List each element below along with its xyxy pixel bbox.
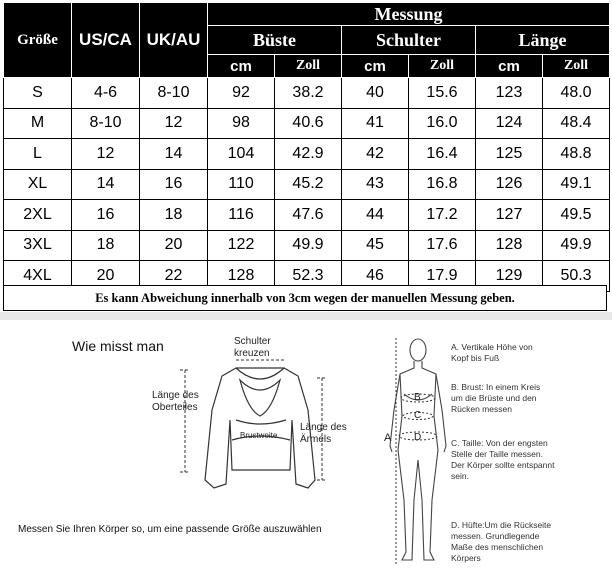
table-row bbox=[4, 78, 610, 109]
header-measurement: Messung bbox=[208, 3, 610, 26]
description-b-line-1: B. Brust: In einem Kreis bbox=[451, 382, 541, 392]
guide-title: Wie misst man bbox=[72, 338, 164, 354]
table-cell-len-in: 48.4 bbox=[543, 108, 610, 139]
table-cell-uk: 18 bbox=[140, 200, 208, 231]
table-row bbox=[4, 139, 610, 170]
table-cell-us: 14 bbox=[72, 169, 140, 200]
table-cell-sh-in: 15.6 bbox=[409, 78, 476, 109]
table-cell-size: 3XL bbox=[4, 230, 72, 261]
description-d-line-1: D. Hüfte:Um die Rückseite bbox=[451, 520, 552, 530]
table-cell-size: M bbox=[4, 108, 72, 139]
letter-b: B bbox=[414, 392, 421, 403]
table-cell-len-in: 50.3 bbox=[543, 261, 610, 292]
table-cell-us: 16 bbox=[72, 200, 140, 231]
table-cell-bust-cm: 98 bbox=[208, 108, 275, 139]
table-cell-len-in: 49.1 bbox=[543, 169, 610, 200]
description-d-line-2: messen. Grundlegende bbox=[451, 531, 540, 541]
measuring-guide bbox=[0, 320, 612, 579]
table-cell-sh-cm: 41 bbox=[342, 108, 409, 139]
shoulder-label-line-1: Schulter bbox=[234, 336, 271, 347]
table-cell-us: 4-6 bbox=[72, 78, 140, 109]
table-cell-sh-cm: 46 bbox=[342, 261, 409, 292]
description-b-line-2: um die Brüste und den bbox=[451, 393, 537, 403]
header-bust-inch: Zoll bbox=[275, 55, 342, 78]
table-cell-sh-cm: 40 bbox=[342, 78, 409, 109]
table-cell-sh-in: 16.4 bbox=[409, 139, 476, 170]
table-cell-sh-cm: 44 bbox=[342, 200, 409, 231]
table-cell-len-in: 48.0 bbox=[543, 78, 610, 109]
table-cell-len-in: 49.9 bbox=[543, 230, 610, 261]
header-us-ca: US/CA bbox=[72, 3, 140, 78]
table-cell-bust-cm: 128 bbox=[208, 261, 275, 292]
table-row bbox=[4, 108, 610, 139]
table-cell-len-in: 48.8 bbox=[543, 139, 610, 170]
divider bbox=[0, 312, 612, 320]
letter-c: C bbox=[414, 410, 422, 421]
description-a-line-2: Kopf bis Fuß bbox=[451, 353, 500, 363]
table-body bbox=[4, 78, 610, 292]
table-row bbox=[4, 169, 610, 200]
table-cell-len-cm: 126 bbox=[476, 169, 543, 200]
table-cell-size: 2XL bbox=[4, 200, 72, 231]
table-cell-sh-cm: 45 bbox=[342, 230, 409, 261]
shoulder-label-line-2: kreuzen bbox=[234, 348, 270, 359]
table-cell-len-cm: 127 bbox=[476, 200, 543, 231]
table-cell-sh-in: 17.2 bbox=[409, 200, 476, 231]
description-c-line-2: Stelle der Taille messen. bbox=[451, 449, 543, 459]
header-length-cm: cm bbox=[476, 55, 543, 78]
table-header bbox=[4, 3, 610, 78]
table-cell-sh-in: 16.8 bbox=[409, 169, 476, 200]
table-cell-bust-cm: 104 bbox=[208, 139, 275, 170]
table-cell-uk: 16 bbox=[140, 169, 208, 200]
table-cell-bust-cm: 110 bbox=[208, 169, 275, 200]
blouse-sketch bbox=[205, 368, 315, 488]
table-cell-sh-in: 17.6 bbox=[409, 230, 476, 261]
letter-d: D bbox=[414, 432, 422, 443]
table-cell-sh-cm: 42 bbox=[342, 139, 409, 170]
description-c bbox=[451, 438, 601, 482]
table-cell-len-cm: 125 bbox=[476, 139, 543, 170]
header-bust-cm: cm bbox=[208, 55, 275, 78]
table-cell-bust-in: 38.2 bbox=[275, 78, 342, 109]
description-a-line-1: A. Vertikale Höhe von bbox=[451, 342, 533, 352]
description-c-line-1: C. Taille: Von der engsten bbox=[451, 438, 548, 448]
table-cell-size: S bbox=[4, 78, 72, 109]
header-bust: Büste bbox=[208, 26, 342, 55]
description-c-line-3: Der Körper sollte entspannt bbox=[451, 460, 555, 470]
measurement-note: Es kann Abweichung innerhalb von 3cm wegen der manuellen Messung geben. bbox=[3, 285, 607, 311]
table-row bbox=[4, 230, 610, 261]
table-cell-sh-in: 17.9 bbox=[409, 261, 476, 292]
table-cell-uk: 14 bbox=[140, 139, 208, 170]
description-b bbox=[451, 382, 601, 415]
description-c-line-4: sein. bbox=[451, 471, 469, 481]
header-shoulder: Schulter bbox=[342, 26, 476, 55]
description-b-line-3: Rücken messen bbox=[451, 404, 512, 414]
sleeve-label-line-2: Ärmels bbox=[300, 434, 332, 445]
description-d-line-4: Körpers bbox=[451, 553, 481, 563]
table-cell-len-cm: 129 bbox=[476, 261, 543, 292]
header-shoulder-cm: cm bbox=[342, 55, 409, 78]
header-uk-au: UK/AU bbox=[140, 3, 208, 78]
table-cell-bust-in: 42.9 bbox=[275, 139, 342, 170]
table-cell-len-cm: 123 bbox=[476, 78, 543, 109]
table-cell-bust-in: 52.3 bbox=[275, 261, 342, 292]
table-cell-bust-in: 45.2 bbox=[275, 169, 342, 200]
table-row bbox=[4, 200, 610, 231]
header-length: Länge bbox=[476, 26, 610, 55]
table-cell-bust-cm: 116 bbox=[208, 200, 275, 231]
description-d bbox=[451, 520, 601, 564]
guide-footer: Messen Sie Ihren Körper so, um eine passende Größe auszuwählen bbox=[18, 524, 322, 535]
table-cell-size: L bbox=[4, 139, 72, 170]
table-cell-size: XL bbox=[4, 169, 72, 200]
table-cell-bust-in: 47.6 bbox=[275, 200, 342, 231]
top-length-label-line-2: Oberteiles bbox=[152, 402, 198, 413]
table-cell-us: 20 bbox=[72, 261, 140, 292]
table-cell-uk: 8-10 bbox=[140, 78, 208, 109]
table-cell-bust-in: 49.9 bbox=[275, 230, 342, 261]
table-cell-sh-in: 16.0 bbox=[409, 108, 476, 139]
table-cell-uk: 20 bbox=[140, 230, 208, 261]
table-cell-sh-cm: 43 bbox=[342, 169, 409, 200]
table-cell-us: 18 bbox=[72, 230, 140, 261]
header-shoulder-inch: Zoll bbox=[409, 55, 476, 78]
table-cell-len-cm: 124 bbox=[476, 108, 543, 139]
size-chart-table bbox=[3, 2, 610, 292]
top-length-label bbox=[152, 390, 199, 414]
table-cell-bust-in: 40.6 bbox=[275, 108, 342, 139]
table-cell-len-cm: 128 bbox=[476, 230, 543, 261]
description-a bbox=[451, 342, 601, 364]
table-cell-bust-cm: 92 bbox=[208, 78, 275, 109]
table-cell-uk: 22 bbox=[140, 261, 208, 292]
top-length-label-line-1: Länge des bbox=[152, 390, 199, 401]
body-figure bbox=[390, 339, 446, 560]
table-cell-uk: 12 bbox=[140, 108, 208, 139]
table-cell-us: 12 bbox=[72, 139, 140, 170]
letter-a: A bbox=[384, 432, 392, 444]
sleeve-label-line-1: Länge des bbox=[300, 422, 347, 433]
table-cell-bust-cm: 122 bbox=[208, 230, 275, 261]
shoulder-label bbox=[234, 336, 271, 360]
table-cell-us: 8-10 bbox=[72, 108, 140, 139]
header-size: Größe bbox=[4, 3, 72, 78]
table-cell-size: 4XL bbox=[4, 261, 72, 292]
description-d-line-3: Maße des menschlichen bbox=[451, 542, 544, 552]
bust-width-label: Brustweite bbox=[240, 431, 278, 440]
header-length-inch: Zoll bbox=[543, 55, 610, 78]
sleeve-length-label bbox=[300, 422, 347, 446]
table-cell-len-in: 49.5 bbox=[543, 200, 610, 231]
